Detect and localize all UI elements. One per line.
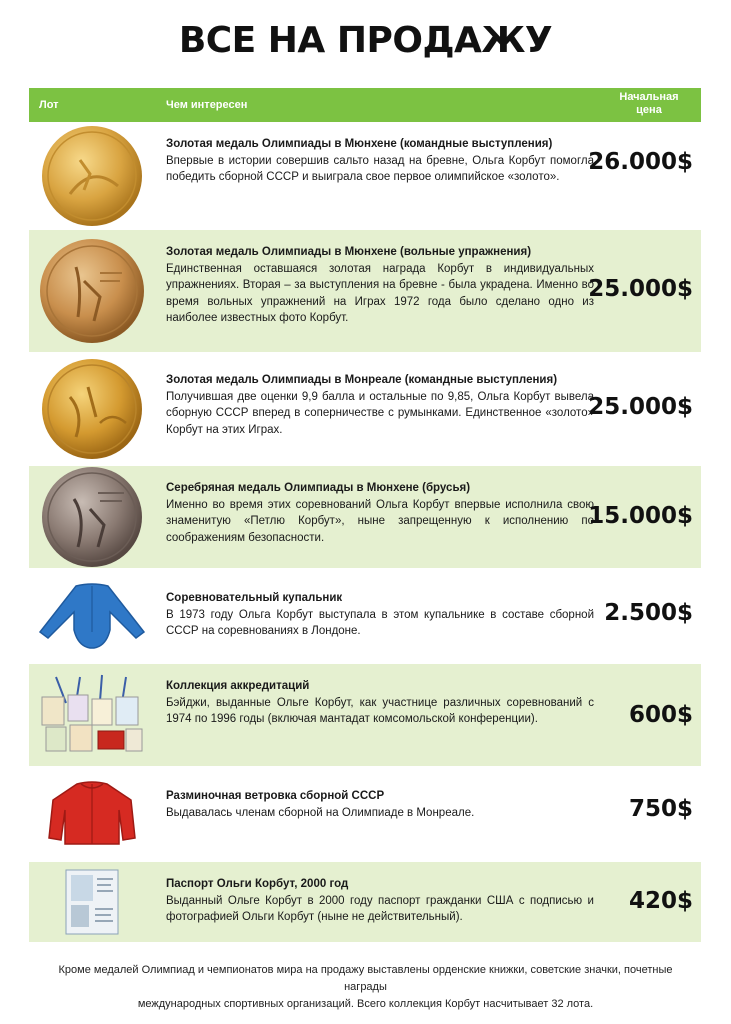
table-row [29, 466, 701, 568]
lot-name: Золотая медаль Олимпиады в Мюнхене (вольные упражнения) [166, 246, 532, 258]
lot-desc: В 1973 году Ольга Корбут выступала в этом купальнике в составе сборной СССР на соревнованиях в Лондоне. [166, 608, 594, 637]
lot-desc: Бэйджи, выданные Ольге Корбут, как участнице различных соревнований с 1974 по 1996 годы (включая мантадат комсомольской конференции). [166, 696, 594, 725]
lot-price: 15.000$ [588, 503, 693, 529]
table-row [29, 766, 701, 862]
footer-line1: Кроме медалей Олимпиад и чемпионатов мира на продажу выставлены орденские книжки, советские значки, почетные награды [58, 964, 673, 993]
lot-name: Золотая медаль Олимпиады в Монреале (командные выступления) [166, 374, 558, 386]
header-price-line1: Начальная [619, 91, 679, 103]
lot-desc: Именно во время этих соревнований Ольга Корбут впервые исполнила свою знаменитую «Петлю Корбут», ныне запрещенную к исполнению по соображениям безопасности. [166, 498, 594, 544]
lot-desc: Единственная оставшаяся золотая награда Корбут в индивидуальных упражнениях. Вторая – за выступления на бревне - была украдена. Именно во время вольных упражнений на Играх 1972 года было сделано одно из наиболее известных фото Корбут. [166, 262, 594, 324]
lot-desc: Получившая две оценки 9,9 балла и остальные по 9,85, Ольга Корбут вывела сборную СССР вперед в соперничестве с румынками. Единственное «золото» Корбут на этих Играх. [166, 390, 594, 436]
lot-price: 25.000$ [588, 276, 693, 302]
table-row [29, 664, 701, 766]
lot-name: Серебряная медаль Олимпиады в Мюнхене (брусья) [166, 482, 471, 494]
lot-price: 750$ [628, 796, 693, 822]
page-title: ВСЕ НА ПРОДАЖУ [178, 20, 553, 61]
lot-price: 26.000$ [588, 149, 693, 175]
lot-text [166, 372, 594, 438]
lot-text [166, 480, 594, 546]
header-lot: Лот [39, 99, 59, 111]
lot-price: 2.500$ [604, 600, 693, 626]
lot-desc: Выданный Ольге Корбут в 2000 году паспорт гражданки США с подписью и фотографией Ольги Корбут (ныне не действительный). [166, 894, 594, 923]
leotard-icon [29, 568, 154, 664]
passport-icon [29, 862, 154, 942]
lot-name: Соревновательный купальник [166, 592, 343, 604]
lot-name: Разминочная ветровка сборной СССР [166, 790, 385, 802]
silver-medal-icon [29, 466, 154, 568]
badges-icon [29, 664, 154, 766]
lot-text [166, 788, 594, 821]
table-header [29, 88, 701, 122]
lot-name: Коллекция аккредитаций [166, 680, 310, 692]
table-row [29, 230, 701, 352]
lot-text [166, 678, 594, 728]
lot-text [166, 876, 594, 926]
lot-price: 600$ [628, 702, 693, 728]
header-price [619, 91, 679, 117]
lot-text [166, 590, 594, 640]
gold-medal-icon [29, 352, 154, 466]
footer-note [40, 962, 691, 1013]
lot-name: Золотая медаль Олимпиады в Мюнхене (командные выступления) [166, 138, 553, 150]
lot-price: 420$ [628, 888, 693, 914]
gold-medal-icon [29, 230, 154, 352]
lot-text [166, 136, 594, 186]
lot-text [166, 244, 594, 327]
gold-medal-icon [29, 122, 154, 230]
header-price-line2: цена [636, 104, 662, 116]
table-row [29, 862, 701, 942]
footer-line2: международных спортивных организаций. Всего коллекция Корбут насчитывает 32 лота. [137, 998, 594, 1010]
lot-desc: Впервые в истории совершив сальто назад на бревне, Ольга Корбут помогла победить сборной СССР и выиграла свое первое олимпийское «золото». [166, 154, 594, 183]
lot-price: 25.000$ [588, 394, 693, 420]
table-row [29, 122, 701, 230]
table-row [29, 568, 701, 664]
table-row [29, 352, 701, 466]
header-why: Чем интересен [166, 99, 248, 111]
lot-desc: Выдавалась членам сборной на Олимпиаде в Монреале. [166, 806, 475, 819]
lot-name: Паспорт Ольги Корбут, 2000 год [166, 878, 349, 890]
jacket-icon [29, 766, 154, 862]
